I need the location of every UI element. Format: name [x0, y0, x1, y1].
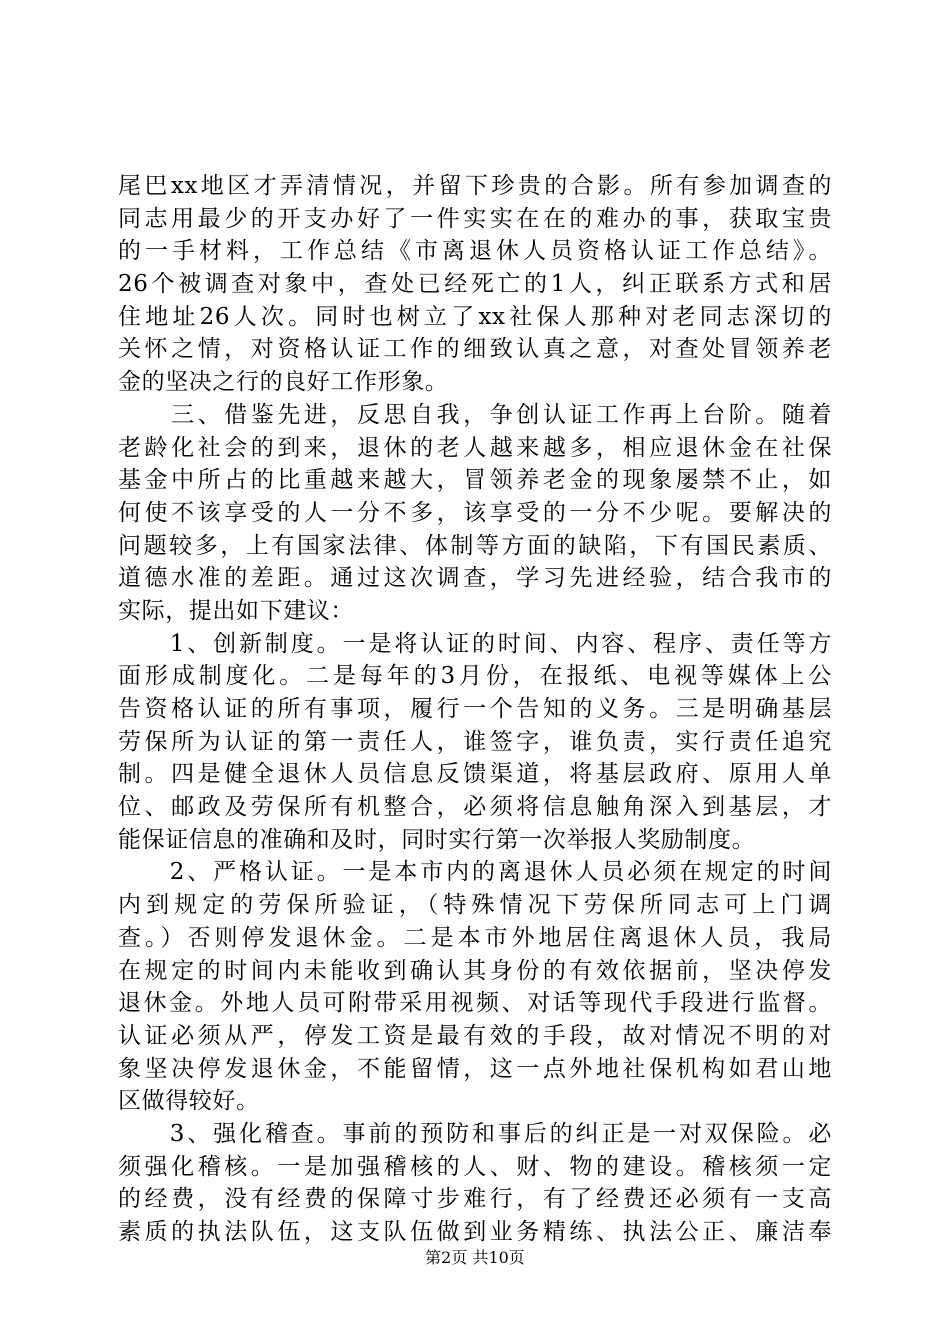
text-line: 告资格认证的所有事项，履行一个告知的义务。三是明确基层 — [118, 696, 832, 722]
document-body — [118, 170, 832, 1249]
text-line: 3、强化稽查。事前的预防和事后的纠正是一对双保险。必 — [118, 1120, 832, 1147]
text-line: 区做得较好。 — [118, 1088, 260, 1115]
text-line: 象坚决停发退休金，不能留情，这一点外地社保机构如君山地 — [118, 1055, 832, 1082]
text-line: 认证必须从严，停发工资是最有效的手段，故对情况不明的对 — [118, 1022, 832, 1049]
text-line: 1、创新制度。一是将认证的时间、内容、程序、责任等方 — [118, 630, 832, 657]
text-line: 须强化稽核。一是加强稽核的人、财、物的建设。稽核须一定 — [118, 1153, 832, 1180]
page-number-label: 第2页 共10页 — [425, 1248, 525, 1267]
text-line: 关怀之情，对资格认证工作的细致认真之意，对查处冒领养老 — [118, 336, 832, 363]
text-line: 查。）否则停发退休金。二是本市外地居住离退休人员，我局 — [118, 924, 832, 951]
text-line: 的一手材料，工作总结《市离退休人员资格认证工作总结》。 — [118, 238, 832, 265]
text-line: 实际，提出如下建议： — [118, 597, 354, 624]
text-line: 老龄化社会的到来，退休的老人越来越多，相应退休金在社保 — [118, 434, 832, 461]
text-line: 面形成制度化。二是每年的3月份，在报纸、电视等媒体上公 — [118, 663, 832, 690]
text-line: 位、邮政及劳保所有机整合，必须将信息触角深入到基层，才 — [118, 794, 832, 821]
text-line: 同志用最少的开支办好了一件实实在在的难办的事，获取宝贵 — [118, 205, 832, 232]
page-footer — [0, 1245, 950, 1268]
text-line: 能保证信息的准确和及时，同时实行第一次举报人奖励制度。 — [118, 826, 756, 853]
text-line: 素质的执法队伍，这支队伍做到业务精练、执法公正、廉洁奉 — [118, 1219, 832, 1245]
text-line: 基金中所占的比重越来越大，冒领养老金的现象屡禁不止，如 — [118, 467, 832, 494]
text-line: 尾巴xx地区才弄清情况，并留下珍贵的合影。所有参加调查的 — [118, 173, 832, 199]
text-line: 道德水准的差距。通过这次调查，学习先进经验，结合我市的 — [118, 565, 832, 592]
text-line: 退休金。外地人员可附带采用视频、对话等现代手段进行监督。 — [118, 990, 832, 1017]
text-line: 26个被调查对象中，查处已经死亡的1人，纠正联系方式和居 — [118, 271, 832, 298]
text-line: 何使不该享受的人一分不多，该享受的一分不少呢。要解决的 — [118, 499, 832, 526]
text-line: 在规定的时间内未能收到确认其身份的有效依据前，坚决停发 — [118, 957, 832, 984]
text-line: 三、借鉴先进，反思自我，争创认证工作再上台阶。随着 — [118, 401, 832, 428]
text-line: 的经费，没有经费的保障寸步难行，有了经费还必须有一支高 — [118, 1186, 832, 1213]
text-line: 劳保所为认证的第一责任人，谁签字，谁负责，实行责任追究 — [118, 728, 832, 755]
text-line: 金的坚决之行的良好工作形象。 — [118, 369, 449, 396]
text-line: 住地址26人次。同时也树立了xx社保人那种对老同志深切的 — [118, 303, 832, 330]
text-line: 制。四是健全退休人员信息反馈渠道，将基层政府、原用人单 — [118, 761, 832, 788]
text-line: 内到规定的劳保所验证，（特殊情况下劳保所同志可上门调 — [118, 892, 832, 919]
text-line: 问题较多，上有国家法律、体制等方面的缺陷，下有国民素质、 — [118, 532, 832, 559]
text-line: 2、严格认证。一是本市内的离退休人员必须在规定的时间 — [118, 859, 832, 886]
